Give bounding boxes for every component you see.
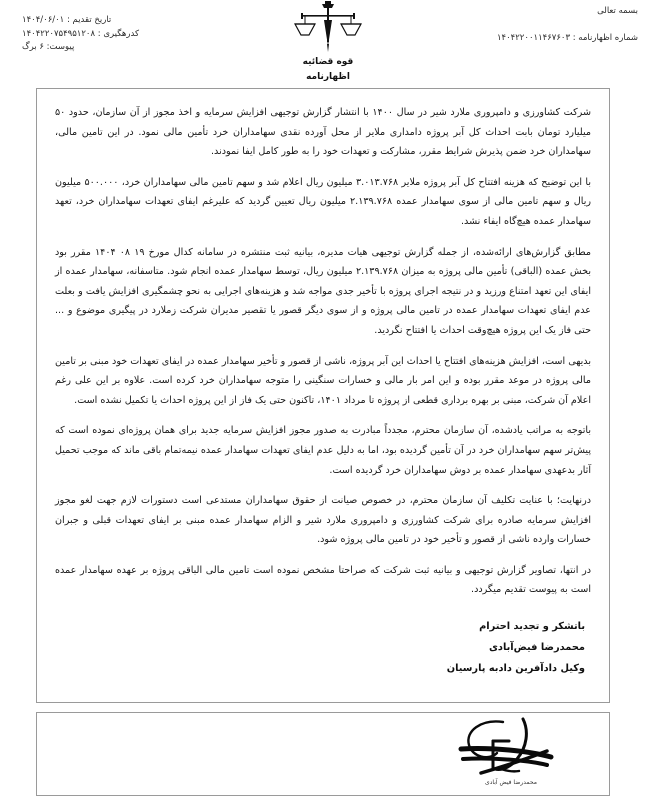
paragraph: باتوجه به مراتب یادشده، آن سازمان محترم، مجدداً مبادرت به صدور مجوز افزایش سرمایه جدید برای همان پروژه‌ای نموده است که پیش‌تر سهم سهامداران خرد در آن تأمین گردیده بود، اما به دلیل عدم ایفای تعهدات سهامدار عمده نیمه‌تمام باقی ماند که موجب تحمیل آثار بدعهدی سهامدار عمده بر دوش سهامداران خرد گردیده است. bbox=[55, 425, 591, 476]
paragraph: با این توضیح که هزینه افتتاح کل آبر پروژه ملایر ۳.۰۱۳.۷۶۸ میلیون ریال اعلام شد و سهم تامین مالی سهامداران خرد، ۵۰۰.۰۰۰ میلیون ریال و سهم تامین مالی از سوی سهامدار عمده ۲.۱۳۹.۷۶۸ میلیون ریال تعیین گردید که علیرغم ایفای تعهدات سهامداران خرد، تعهد سهامدار عمده هیچ‌گاه ایفاء نشد. bbox=[55, 176, 592, 227]
signature-printed-name: محمدرضا فیض آبادی bbox=[485, 779, 537, 786]
signer-name: محمدرضا فیض‌آبادی bbox=[488, 642, 585, 654]
submit-date-row bbox=[22, 14, 232, 28]
judiciary-emblem bbox=[268, 0, 388, 82]
scales-of-justice-icon bbox=[268, 0, 388, 56]
emblem-title: قوه قضائیه bbox=[302, 57, 354, 67]
basmala-text: بسمه تعالی bbox=[597, 6, 638, 16]
closing-signature-block bbox=[55, 616, 591, 679]
closing-salutation: باتشکر و تجدید احترام bbox=[479, 621, 585, 633]
attachment-row bbox=[22, 41, 232, 55]
submit-date-value: ۱۴۰۴/۰۶/۰۱ bbox=[22, 15, 65, 25]
declaration-number bbox=[497, 33, 638, 43]
document-body-box bbox=[36, 88, 610, 703]
document-header bbox=[0, 0, 656, 88]
declaration-number-label: شماره اظهارنامه : bbox=[572, 33, 638, 43]
header-meta-block bbox=[22, 14, 232, 55]
submit-date-label: تاریخ تقدیم : bbox=[66, 15, 112, 25]
tracking-code-row bbox=[22, 28, 232, 42]
paragraph: درنهایت؛ با عنایت تکلیف آن سازمان محترم، در خصوص صیانت از حقوق سهامداران مستدعی است دستورات لازم جهت لغو مجوز افزایش سرمایه صادره برای شرکت کشاورزی و دامپروری ملارد شیر و الزام سهامدار عمده مبنی بر ایفای تعهدات قبلی و جبران خسارات وارده ناشی از قصور و تأخیر خود در تامین مالی پروژه شود. bbox=[55, 495, 591, 546]
attachment-label: پیوست: bbox=[46, 42, 75, 52]
signature-box bbox=[36, 712, 610, 796]
emblem-subtitle: اظهارنامه bbox=[306, 72, 350, 82]
paragraph: بدیهی است، افزایش هزینه‌های افتتاح یا احداث این آبر پروژه، ناشی از قصور و تأخیر سهامدار عمده در ایفای تعهدات خود مبنی بر تامین مالی پروژه در موعد مقرر بوده و این امر بار مالی و خسارات سنگینی را متوجه سهامداران خرد کرده است. علاوه بر این علی رغم اعلام آن شرکت، مبنی بر بهره برداری قطعی از پروژه تا مرداد ۱۴۰۱، تاکنون حتی یک فاز از این پروژه احداث یا تکمیل نشده است. bbox=[55, 355, 591, 406]
paragraph: شرکت کشاورزی و دامپروری ملارد شیر در سال ۱۴۰۰ با انتشار گزارش توجیهی افزایش سرمایه و اخذ مجوز از آن سازمان، حدود ۵۰ میلیارد تومان بابت احداث کل آبر پروژه دامداری ملایر از محل آورده نقدی سهامداران خرد تأمین مالی نمود. در این تامین مالی، سهامداران خرد ضمن پذیرش شرایط مقرر، مشارکت و تعهدات خود را به طور کامل ایفا نمودند. bbox=[55, 107, 591, 158]
paragraph: در انتها، تصاویر گزارش توجیهی و بیانیه ثبت شرکت که صراحتا مشخص نموده است تامین مالی الباقی پروژه بر عهده سهامدار عمده است به پیوست تقدیم میگردد. bbox=[55, 564, 591, 596]
declaration-number-value: ۱۴۰۴۲۲۰۰۱۱۴۶۷۶۰۳ bbox=[496, 33, 571, 43]
signer-title: وکیل دادآفرین دادبه پارسیان bbox=[446, 663, 585, 675]
tracking-code-value: ۱۴۰۴۲۲۰۷۵۴۹۵۱۲۰۸ bbox=[22, 28, 96, 39]
tracking-code-label: کدرهگیری : bbox=[97, 28, 140, 39]
paragraph: مطابق گزارش‌های ارائه‌شده، از جمله گزارش توجیهی هیات مدیره، بیانیه ثبت منتشره در سامانه کدال مورخ ۱۹ ۰۸ ۱۴۰۴ مقرر بود بخش عمده (الباقی) تأمین مالی پروژه به میزان ۲.۱۳۹.۷۶۸ میلیون ریال، توسط سهامدار عمده انجام شود. متاسفانه، سهامدار عمده از ایفای این تعهد امتناع ورزید و در نتیجه اجرای پروژه با تأخیر جدی مواجه شد و هزینه‌های اجرایی به نحو چشمگیری افزایش یافت و بعلت عدم ایفای تعهدات سهامدار عمده در تامین مالی پروژه و از سوی دیگر قصور یا تقصیر مدیران شرکت زملارد در پیگیری موضوع و ... حتی فاز یک این پروژه هیچ‌وقت احداث یا افتتاح نگردید. bbox=[55, 246, 591, 336]
signature-area bbox=[431, 717, 591, 786]
attachment-value: ۶ برگ bbox=[22, 42, 44, 52]
